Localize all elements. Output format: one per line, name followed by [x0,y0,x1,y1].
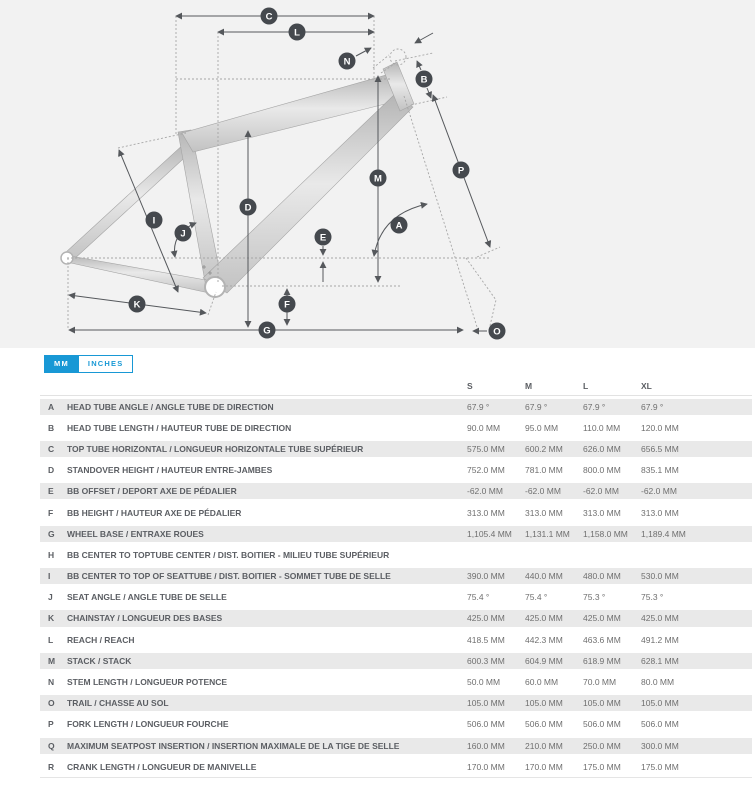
diagram-marker-P [453,162,470,179]
header-size-l: L [583,380,589,391]
cell-value: 313.0 MM [525,507,563,518]
diagram-marker-I [146,212,163,229]
svg-text:I: I [152,215,156,227]
cell-value: 80.0 MM [641,677,675,688]
row-label: BB OFFSET / DEPORT AXE DE PÉDALIER [67,486,237,497]
cell-value: 67.9 ° [467,401,490,412]
cell-value: 835.1 MM [641,465,679,476]
stem-arrow [415,33,433,43]
frame-diagram-svg [0,0,755,348]
row-letter: R [48,761,55,772]
row-label: BB CENTER TO TOP OF SEATTUBE / DIST. BOITIER - SOMMET TUBE DE SELLE [67,571,391,582]
cell-value: 800.0 MM [583,465,621,476]
row-letter: G [48,528,55,539]
svg-text:M: M [374,173,382,185]
diagram-marker-B [416,71,433,88]
cell-value: 575.0 MM [467,443,505,454]
row-label: WHEEL BASE / ENTRAXE ROUES [67,528,204,539]
cell-value: 105.0 MM [641,698,679,709]
mm-toggle-button[interactable]: MM [44,355,79,373]
row-label: TRAIL / CHASSE AU SOL [67,698,169,709]
cell-value: 110.0 MM [583,422,621,433]
row-label: REACH / REACH [67,634,135,645]
cell-value: 175.0 MM [583,761,621,772]
cell-value: 67.9 ° [583,401,606,412]
table-row [40,714,752,735]
diagram-marker-M [370,170,387,187]
dim-B-up [417,61,421,70]
row-letter: B [48,422,55,433]
cell-value: 506.0 MM [467,719,505,730]
table-row [40,587,752,608]
cell-value: 425.0 MM [641,613,679,624]
frame-seat-tube [178,130,222,287]
diagram-marker-D [240,199,257,216]
bike-frame [61,62,414,297]
svg-text:L: L [294,27,300,39]
cell-value: 604.9 MM [525,655,563,666]
cell-value: 60.0 MM [525,677,559,688]
dim-N-arrow [356,48,371,56]
row-letter: F [48,507,54,518]
diagram-marker-N [339,53,356,70]
cell-value: 752.0 MM [467,465,505,476]
table-bottom-border [40,777,752,778]
svg-text:O: O [493,326,501,338]
dimension-lines [69,16,490,331]
row-label: HEAD TUBE ANGLE / ANGLE TUBE DE DIRECTION [67,401,274,412]
table-body [40,396,752,777]
cell-value: 75.3 ° [641,592,664,603]
cell-value: 418.5 MM [467,634,505,645]
table-row [40,544,752,565]
cell-value: 1,189.4 MM [641,528,686,539]
svg-text:J: J [180,228,186,240]
cell-value: -62.0 MM [641,486,677,497]
cell-value: 105.0 MM [583,698,621,709]
row-letter: L [48,634,54,645]
svg-text:K: K [133,299,141,311]
diagram-marker-J [175,225,192,242]
cell-value: 440.0 MM [525,571,563,582]
row-letter: C [48,443,55,454]
geometry-table [40,376,752,778]
svg-text:G: G [263,325,271,337]
cell-value: 626.0 MM [583,443,621,454]
diagram-marker-A [391,217,408,234]
cell-value: 425.0 MM [525,613,563,624]
row-label: CHAINSTAY / LONGUEUR DES BASES [67,613,223,624]
svg-text:P: P [457,165,465,177]
cell-value: 506.0 MM [583,719,621,730]
diagram-marker-F [279,296,296,313]
cell-value: 491.2 MM [641,634,679,645]
cell-value: 90.0 MM [467,422,501,433]
cell-value: 313.0 MM [583,507,621,518]
table-row [40,502,752,523]
diagram-marker-G [259,322,276,339]
row-label: TOP TUBE HORIZONTAL / LONGUEUR HORIZONTALE TUBE SUPÉRIEUR [67,443,364,454]
table-row [40,756,752,777]
cell-value: 600.2 MM [525,443,563,454]
cell-value: 160.0 MM [467,740,505,751]
cell-value: 75.3 ° [583,592,606,603]
cell-value: 70.0 MM [583,677,617,688]
cell-value: -62.0 MM [583,486,619,497]
svg-text:E: E [319,232,327,244]
row-letter: A [48,401,55,412]
cell-value: 1,105.4 MM [467,528,512,539]
table-row [40,481,752,502]
diagram-marker-L [289,24,306,41]
row-letter: N [48,677,55,688]
geometry-diagram [0,0,755,348]
row-letter: J [48,592,53,603]
cell-value: 628.1 MM [641,655,679,666]
cell-value: 210.0 MM [525,740,563,751]
cell-value: 175.0 MM [641,761,679,772]
cell-value: 600.3 MM [467,655,505,666]
cell-value: 1,131.1 MM [525,528,570,539]
table-row [40,671,752,692]
row-letter: P [48,719,54,730]
cell-value: 105.0 MM [467,698,505,709]
cell-value: 67.9 ° [525,401,548,412]
diagram-marker-C [261,8,278,25]
cell-value: 442.3 MM [525,634,563,645]
cell-value: 75.4 ° [525,592,548,603]
cell-value: 120.0 MM [641,422,679,433]
svg-text:F: F [284,299,290,311]
cell-value: 250.0 MM [583,740,621,751]
row-letter: H [48,549,55,560]
table-header-row [40,376,752,396]
cell-value: 105.0 MM [525,698,563,709]
table-row [40,460,752,481]
table-row [40,608,752,629]
row-letter: K [48,613,55,624]
table-row [40,396,752,417]
cell-value: 67.9 ° [641,401,664,412]
row-letter: O [48,698,55,709]
row-letter: Q [48,740,55,751]
cell-value: 313.0 MM [641,507,679,518]
header-size-xl: XL [641,380,652,391]
row-label: BB HEIGHT / HAUTEUR AXE DE PÉDALIER [67,507,242,518]
row-letter: I [48,571,51,582]
cell-value: 425.0 MM [467,613,505,624]
diagram-marker-E [315,229,332,246]
table-row [40,693,752,714]
stem-clamp-outline [390,49,406,65]
row-label: BB CENTER TO TOPTUBE CENTER / DIST. BOITIER - MILIEU TUBE SUPÉRIEUR [67,549,390,560]
reference-lines [67,16,500,330]
dim-B-down [427,88,431,98]
bottom-bracket [205,277,225,297]
cell-value: 50.0 MM [467,677,501,688]
cell-value: 480.0 MM [583,571,621,582]
cell-value: 425.0 MM [583,613,621,624]
table-row [40,438,752,459]
row-label: CRANK LENGTH / LONGUEUR DE MANIVELLE [67,761,257,772]
svg-text:N: N [343,56,351,68]
table-row [40,566,752,587]
cell-value: 313.0 MM [467,507,505,518]
cell-value: 781.0 MM [525,465,563,476]
svg-text:C: C [265,11,273,23]
row-label: SEAT ANGLE / ANGLE TUBE DE SELLE [67,592,227,603]
header-size-m: M [525,380,533,391]
cell-value: 506.0 MM [641,719,679,730]
table-row [40,523,752,544]
header-size-s: S [467,380,473,391]
cell-value: 95.0 MM [525,422,559,433]
row-label: STACK / STACK [67,655,132,666]
row-label: HEAD TUBE LENGTH / HAUTEUR TUBE DE DIRECTION [67,422,292,433]
row-letter: D [48,465,55,476]
row-label: MAXIMUM SEATPOST INSERTION / INSERTION MAXIMALE DE LA TIGE DE SELLE [67,740,400,751]
row-letter: E [48,486,54,497]
cell-value: 530.0 MM [641,571,679,582]
unit-toggle [44,355,133,373]
cell-value: 1,158.0 MM [583,528,628,539]
cell-value: 170.0 MM [467,761,505,772]
table-row [40,735,752,756]
row-label: STEM LENGTH / LONGUEUR POTENCE [67,677,228,688]
cell-value: 656.5 MM [641,443,679,454]
cell-value: 75.4 ° [467,592,490,603]
svg-text:B: B [420,74,428,86]
frame-seat-stay [65,142,194,261]
table-row [40,417,752,438]
table-row [40,629,752,650]
svg-text:A: A [395,220,403,232]
row-label: STANDOVER HEIGHT / HAUTEUR ENTRE-JAMBES [67,465,273,476]
cell-value: 300.0 MM [641,740,679,751]
cell-value: 618.9 MM [583,655,621,666]
cell-value: 170.0 MM [525,761,563,772]
diagram-marker-K [129,296,146,313]
svg-text:D: D [244,202,252,214]
cell-value: -62.0 MM [525,486,561,497]
inches-toggle-button[interactable]: INCHES [79,355,134,373]
diagram-marker-O [489,323,506,340]
table-row [40,650,752,671]
cell-value: 506.0 MM [525,719,563,730]
cell-value: 463.6 MM [583,634,621,645]
cell-value: -62.0 MM [467,486,503,497]
frame-chain-stay [65,255,217,294]
row-label: FORK LENGTH / LONGUEUR FOURCHE [67,719,229,730]
row-letter: M [48,655,56,666]
cell-value: 390.0 MM [467,571,505,582]
